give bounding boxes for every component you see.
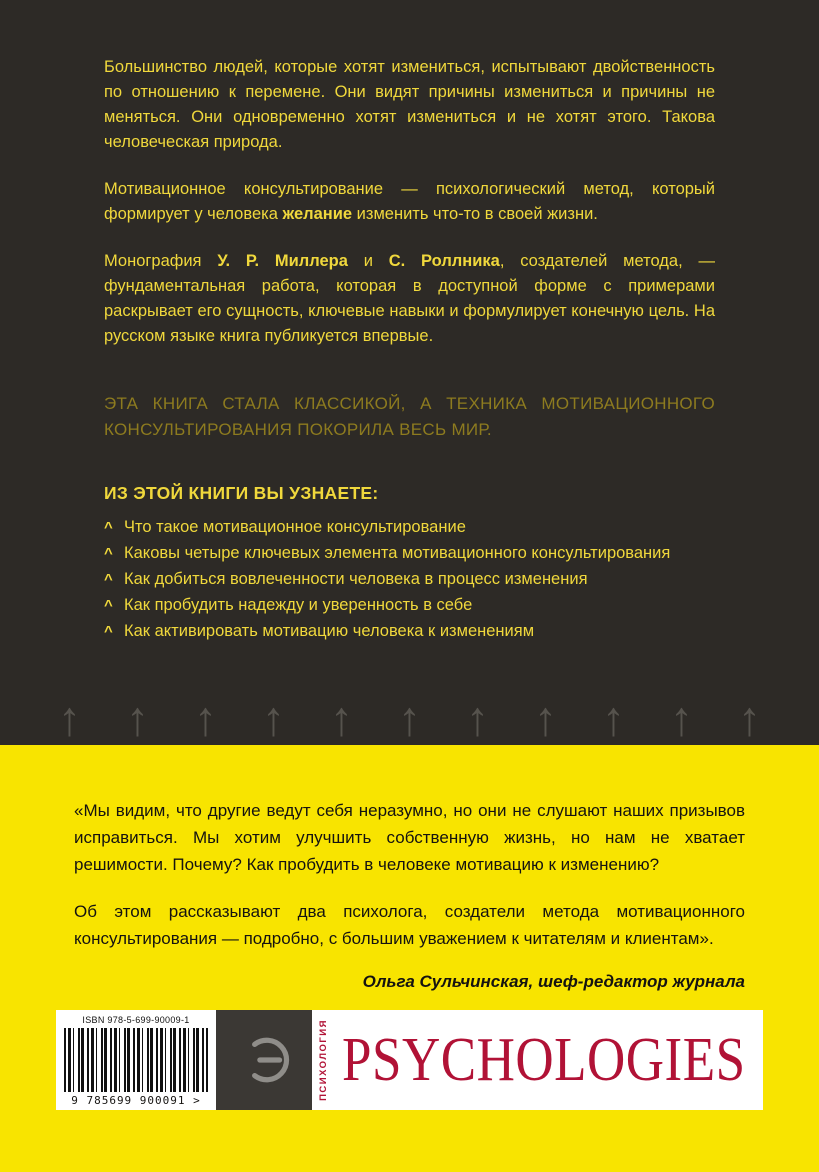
- eksmo-logo-icon: [238, 1034, 290, 1086]
- review-attribution: Ольга Сульчинская, шеф-редактор журнала: [362, 972, 745, 991]
- list-item-text: Как пробудить надежду и уверенность в себе: [124, 596, 473, 614]
- authors-text-mid: и: [347, 252, 389, 270]
- magazine-block: [312, 1010, 763, 1110]
- author-name-miller: У. Р. Миллера: [217, 252, 348, 270]
- list-item: [104, 566, 715, 592]
- up-arrow-icon: ↑: [194, 690, 217, 745]
- caret-bullet-icon: ^: [104, 623, 113, 640]
- classic-claim-text: ЭТА КНИГА СТАЛА КЛАССИКОЙ, А ТЕХНИКА МОТИВАЦИОННОГО КОНСУЛЬТИРОВАНИЯ ПОКОРИЛА ВЕСЬ МИР.: [104, 394, 715, 439]
- book-topics-list: [104, 514, 715, 644]
- topics-heading: ИЗ ЭТОЙ КНИГИ ВЫ УЗНАЕТЕ:: [104, 483, 379, 503]
- method-bold-word: желание: [282, 205, 353, 223]
- list-item-text: Как добиться вовлеченности человека в процесс изменения: [124, 570, 588, 588]
- author-name-rollnick: С. Роллника: [388, 252, 500, 270]
- list-item: [104, 540, 715, 566]
- list-item: [104, 514, 715, 540]
- list-item-text: Каковы четыре ключевых элемента мотивационного консультирования: [124, 544, 671, 562]
- up-arrows-row: [58, 690, 761, 745]
- footer-strip: [56, 1010, 763, 1110]
- caret-bullet-icon: ^: [104, 519, 113, 536]
- review-quote-p1: «Мы видим, что другие ведут себя неразумно, но они не слушают наших призывов исправиться. Мы хотим улучшить собственную жизнь, но нам не хватает решимости. Почему? Как пробудить в человеке мотивацию к изменению?: [74, 801, 745, 874]
- caret-bullet-icon: ^: [104, 545, 113, 562]
- magazine-vertical-label: ПСИХОЛОГИЯ: [318, 1019, 329, 1101]
- magazine-name: PSYCHOLOGIES: [342, 1025, 746, 1094]
- barcode-icon: [64, 1028, 208, 1092]
- caret-bullet-icon: ^: [104, 571, 113, 588]
- list-item-text: Что такое мотивационное консультирование: [124, 518, 466, 536]
- up-arrow-icon: ↑: [330, 690, 353, 745]
- publisher-logo-block: [216, 1010, 312, 1110]
- list-item: [104, 592, 715, 618]
- authors-text-after: , создателей метода, — фундаментальная работа, которая в доступной форме с примерами раскрывает его сущность, ключевые навыки и формулирует конечную цель. На русском языке книга публикуется впервые.: [104, 252, 716, 345]
- up-arrow-icon: ↑: [670, 690, 693, 745]
- up-arrow-icon: ↑: [262, 690, 285, 745]
- isbn-label: ISBN 978-5-699-90009-1: [82, 1015, 190, 1025]
- review-quote-p2: Об этом рассказывают два психолога, создатели метода мотивационного консультирования — подробно, с большим уважением к читателям и клиентам».: [74, 902, 745, 948]
- authors-paragraph: [104, 249, 715, 349]
- list-item: [104, 618, 715, 644]
- caret-bullet-icon: ^: [104, 597, 113, 614]
- up-arrow-icon: ↑: [398, 690, 421, 745]
- up-arrow-icon: ↑: [534, 690, 557, 745]
- list-item-text: Как активировать мотивацию человека к изменениям: [124, 622, 535, 640]
- method-text-after: изменить что-то в своей жизни.: [352, 205, 598, 223]
- intro-paragraph: Большинство людей, которые хотят измениться, испытывают двойственность по отношению к перемене. Они видят причины измениться и причины не меняться. Они одновременно хотят измениться и не хотят этого. Такова человеческая природа.: [104, 58, 715, 151]
- barcode-digits: 9 785699 900091 >: [71, 1094, 201, 1107]
- up-arrow-icon: ↑: [126, 690, 149, 745]
- up-arrow-icon: ↑: [466, 690, 489, 745]
- method-text-before: Мотивационное консультирование — психологический метод, который формирует у человека: [104, 180, 715, 223]
- up-arrow-icon: ↑: [738, 690, 761, 745]
- method-paragraph: [104, 177, 715, 227]
- yellow-section: [0, 745, 819, 1172]
- authors-text-before: Монография: [104, 252, 218, 270]
- up-arrow-icon: ↑: [58, 690, 81, 745]
- barcode-block: [56, 1010, 216, 1110]
- up-arrow-icon: ↑: [602, 690, 625, 745]
